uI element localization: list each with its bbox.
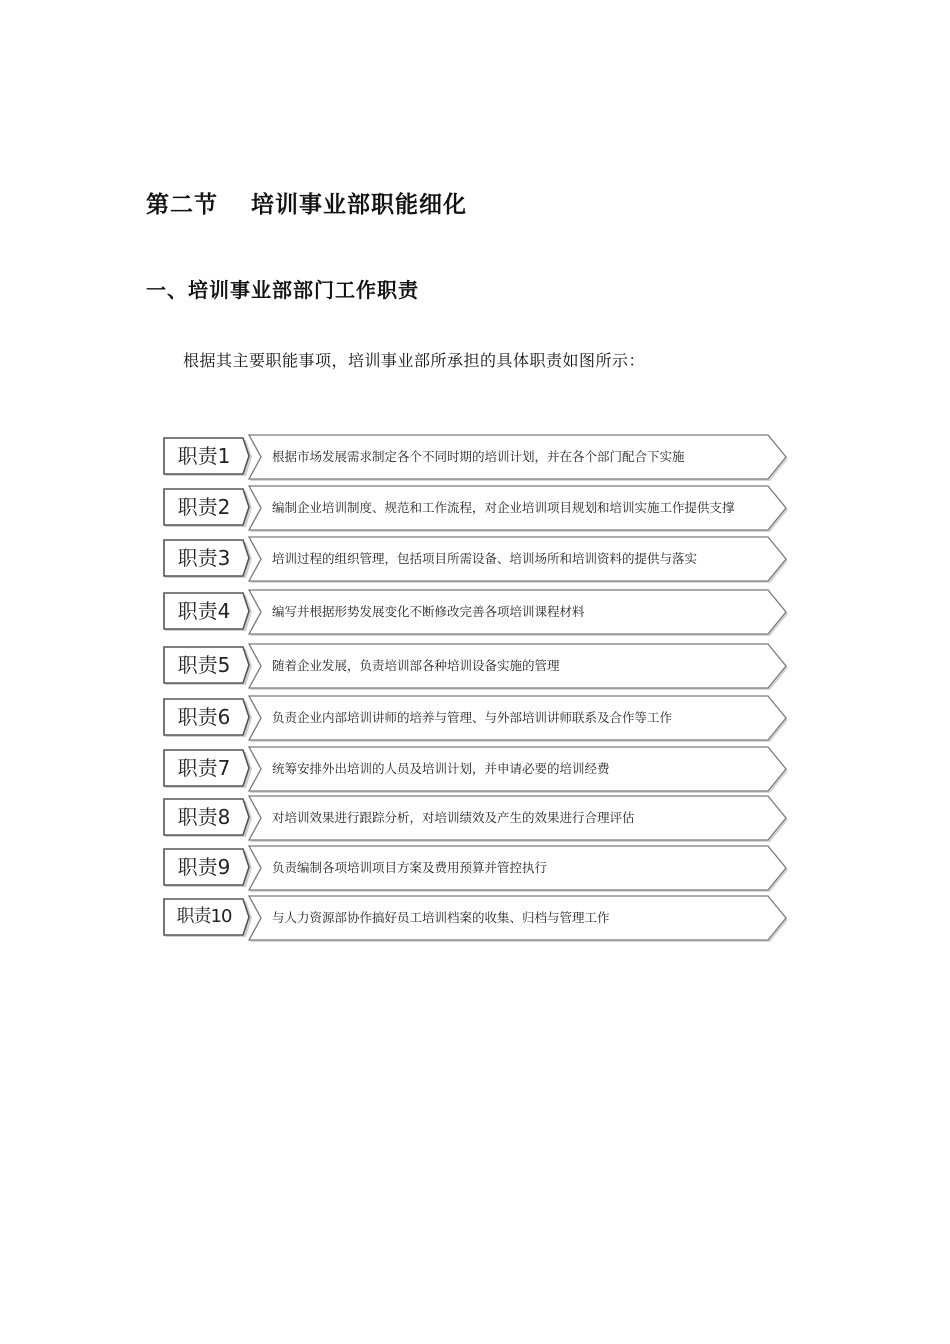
duty-tag bbox=[163, 848, 251, 886]
duty-row bbox=[163, 795, 789, 843]
duty-row bbox=[163, 434, 789, 482]
duty-tag-label: 职责5 bbox=[177, 653, 231, 677]
duty-text: 培训过程的组织管理，包括项目所需设备、培训场所和培训资料的提供与落实 bbox=[272, 551, 698, 566]
duty-row bbox=[163, 589, 789, 637]
duty-tag-label: 职责10 bbox=[176, 906, 232, 927]
duty-tag-label: 职责4 bbox=[177, 599, 231, 623]
duty-tag bbox=[163, 798, 251, 836]
duty-tag bbox=[163, 898, 251, 936]
duty-row bbox=[163, 746, 789, 794]
duty-arrow bbox=[248, 485, 789, 531]
duty-tag bbox=[163, 437, 251, 475]
duty-arrow bbox=[248, 746, 789, 792]
duty-tag-label: 职责1 bbox=[177, 444, 231, 468]
intro-paragraph: 根据其主要职能事项，培训事业部所承担的具体职责如图所示： bbox=[183, 351, 646, 370]
duty-text: 负责编制各项培训项目方案及费用预算并管控执行 bbox=[272, 860, 548, 875]
duty-text: 与人力资源部协作搞好员工培训档案的收集、归档与管理工作 bbox=[272, 910, 610, 925]
duty-arrow bbox=[248, 845, 789, 891]
duty-text: 统筹安排外出培训的人员及培训计划，并申请必要的培训经费 bbox=[272, 761, 610, 776]
duty-tag bbox=[163, 698, 251, 736]
duty-arrow bbox=[248, 643, 789, 689]
duty-row bbox=[163, 695, 789, 743]
duty-row bbox=[163, 643, 789, 691]
duty-arrow bbox=[248, 589, 789, 635]
subsection-heading: 一、培训事业部部门工作职责 bbox=[146, 278, 419, 302]
duty-tag-label: 职责7 bbox=[177, 756, 231, 780]
duty-arrow bbox=[248, 895, 789, 941]
duty-arrow bbox=[248, 695, 789, 741]
duty-row bbox=[163, 845, 789, 893]
duty-row bbox=[163, 895, 789, 943]
duty-tag-label: 职责2 bbox=[177, 495, 231, 519]
duty-tag-label: 职责8 bbox=[177, 805, 231, 829]
duty-text: 编制企业培训制度、规范和工作流程，对企业培训项目规划和培训实施工作提供支撑 bbox=[272, 500, 735, 515]
section-heading: 第二节 培训事业部职能细化 bbox=[146, 191, 468, 218]
duty-tag bbox=[163, 646, 251, 684]
duty-tag-label: 职责6 bbox=[177, 705, 231, 729]
duty-tag-label: 职责9 bbox=[177, 855, 231, 879]
duty-tag-label: 职责3 bbox=[177, 546, 231, 570]
duty-arrow bbox=[248, 434, 789, 480]
duty-tag bbox=[163, 592, 251, 630]
duty-row bbox=[163, 485, 789, 533]
duty-tag bbox=[163, 488, 251, 526]
duty-text: 根据市场发展需求制定各个不同时期的培训计划，并在各个部门配合下实施 bbox=[272, 449, 685, 464]
duty-tag bbox=[163, 749, 251, 787]
duty-row bbox=[163, 536, 789, 584]
duty-text: 编写并根据形势发展变化不断修改完善各项培训课程材料 bbox=[272, 604, 585, 619]
duty-tag bbox=[163, 539, 251, 577]
duty-arrow bbox=[248, 536, 789, 582]
duty-text: 负责企业内部培训讲师的培养与管理、与外部培训讲师联系及合作等工作 bbox=[272, 710, 673, 725]
duty-text: 对培训效果进行跟踪分析，对培训绩效及产生的效果进行合理评估 bbox=[272, 810, 635, 825]
duty-arrow bbox=[248, 795, 789, 841]
duty-text: 随着企业发展，负责培训部各种培训设备实施的管理 bbox=[272, 658, 560, 673]
